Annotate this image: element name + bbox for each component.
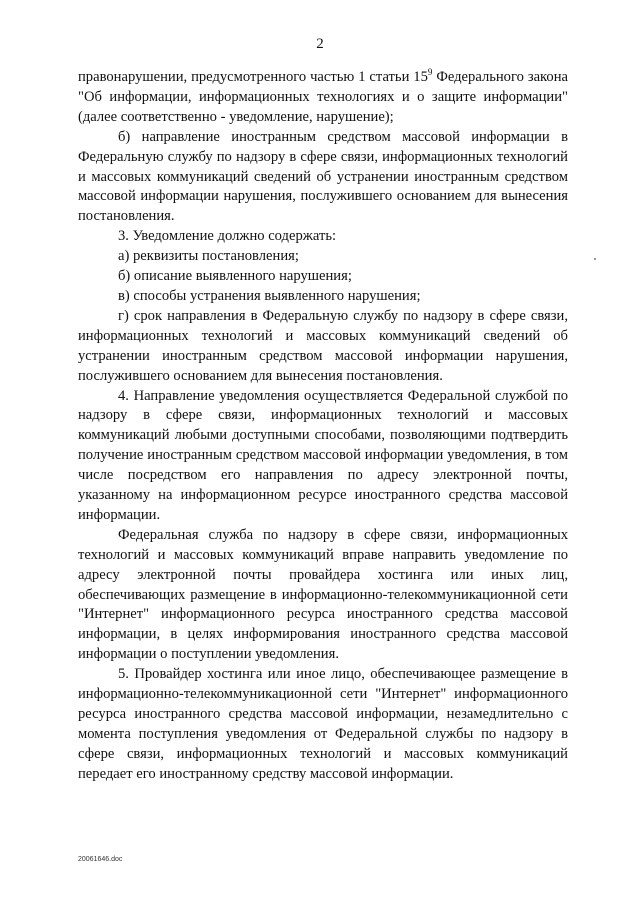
document-body	[78, 68, 568, 785]
paragraph-continuation	[78, 68, 568, 128]
paragraph-text: Федерального закона "Об информации, информационных технологиях и о защите информации" (далее соответственно - уведомление, нарушение);	[78, 69, 568, 125]
paragraph-item-a: а) реквизиты постановления;	[118, 248, 299, 265]
paragraph-section-4: 4. Направление уведомления осуществляется Федеральной службой по надзору в сфере связи, информационных технологий и массовых коммуникаций любыми доступными способами, позволяющими подтвердить получение иностранным средством массовой информации уведомления, в том числе посредством его направления по адресу электронной почты, указанному на информационном ресурсе иностранного средства массовой информации.	[78, 387, 568, 523]
paragraph-text: правонарушении, предусмотренного частью 1 статьи 15	[78, 69, 428, 85]
paragraph-section-5: 5. Провайдер хостинга или иное лицо, обеспечивающее размещение в информационно-телекоммуникационной сети "Интернет" информационного ресурса иностранного средства массовой информации, незамедлительно с момента поступления уведомления от Федеральной службы по надзору в сфере связи, информационных технологий и массовых коммуникаций передает его иностранному средству массовой информации.	[78, 666, 568, 782]
footer-filename: 20061646.doc	[78, 856, 123, 863]
page-number: 2	[316, 36, 324, 52]
paragraph-section-3: 3. Уведомление должно содержать:	[118, 228, 337, 245]
paragraph-item-b: б) описание выявленного нарушения;	[118, 268, 352, 285]
paragraph-section-4-continued: Федеральная служба по надзору в сфере связи, информационных технологий и массовых коммуникаций вправе направить уведомление по адресу электронной почты провайдера хостинга или иных лиц, обеспечивающих размещение в информационно-телекоммуникационной сети "Интернет" информационного ресурса иностранного средства массовой информации, в целях информирования иностранного средства массовой информации о поступлении уведомления.	[78, 526, 568, 663]
paragraph-item-g: г) срок направления в Федеральную службу по надзору в сфере связи, информационных технологий и массовых коммуникаций сведений об устранении иностранным средством массовой информации нарушения, послужившего основанием для вынесения постановления.	[78, 307, 568, 384]
paragraph-item-v: в) способы устранения выявленного нарушения;	[118, 287, 421, 304]
superscript-index: 9	[427, 67, 433, 78]
paragraph-item-b-notification: б) направление иностранным средством массовой информации в Федеральную службу по надзору в сфере связи, информационных технологий и массовых коммуникаций сведений об устранении иностранным средством массовой информации нарушения, послужившего основанием для вынесения постановления.	[78, 128, 568, 225]
scan-speck	[594, 258, 596, 260]
